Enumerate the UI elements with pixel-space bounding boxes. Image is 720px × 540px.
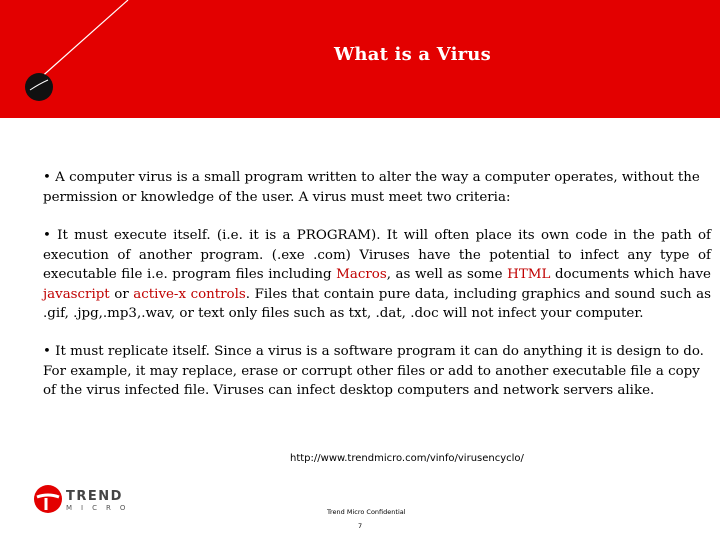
logo-subtext: MICRO — [66, 504, 135, 512]
paragraph-definition: • A computer virus is a small program written to alter the way a computer operates, without the permission or knowledge of the user. A virus must meet two criteria: — [43, 170, 700, 205]
trend-micro-logo-icon — [33, 484, 63, 514]
text-segment: or — [109, 286, 134, 302]
highlight-activex: active-x controls — [133, 286, 246, 302]
confidential-notice: Trend Micro Confidential — [327, 508, 406, 516]
text-segment: • It must execute itself. (i.e. it is a PROGRAM). It will often place its own code in the path of execution of another program. (.exe .com) Viruses have the potential to infect any type of executable file i.e. program files including — [43, 228, 711, 282]
highlight-javascript: javascript — [43, 286, 110, 302]
highlight-html: HTML — [507, 267, 551, 282]
paragraph-criterion-replicate: • It must replicate itself. Since a virus is a software program it can do anything it is design to do. For example, it may replace, erase or corrupt other files or add to another executable file a copy of the virus infected file. Viruses can infect desktop computers and network servers alike. — [43, 344, 704, 398]
slide-title: What is a Virus — [334, 44, 491, 65]
title-bar — [0, 0, 720, 118]
page-number: 7 — [358, 522, 363, 530]
text-segment: , as well as some — [386, 267, 508, 282]
logo-wordmark: TREND — [66, 489, 123, 504]
text-segment: documents which have — [550, 267, 711, 282]
text-segment: . Files that contain pure data, including graphics and sound such as .gif, .jpg,.mp3,.wav, or text only files such as txt, .dat, .doc will not infect your computer. — [43, 286, 711, 321]
highlight-macros: Macros — [336, 267, 387, 282]
source-link[interactable]: http://www.trendmicro.com/vinfo/virusencyclo/ — [290, 453, 524, 464]
paragraph-criterion-execute — [43, 226, 711, 324]
title-bullet-icon — [24, 72, 54, 102]
